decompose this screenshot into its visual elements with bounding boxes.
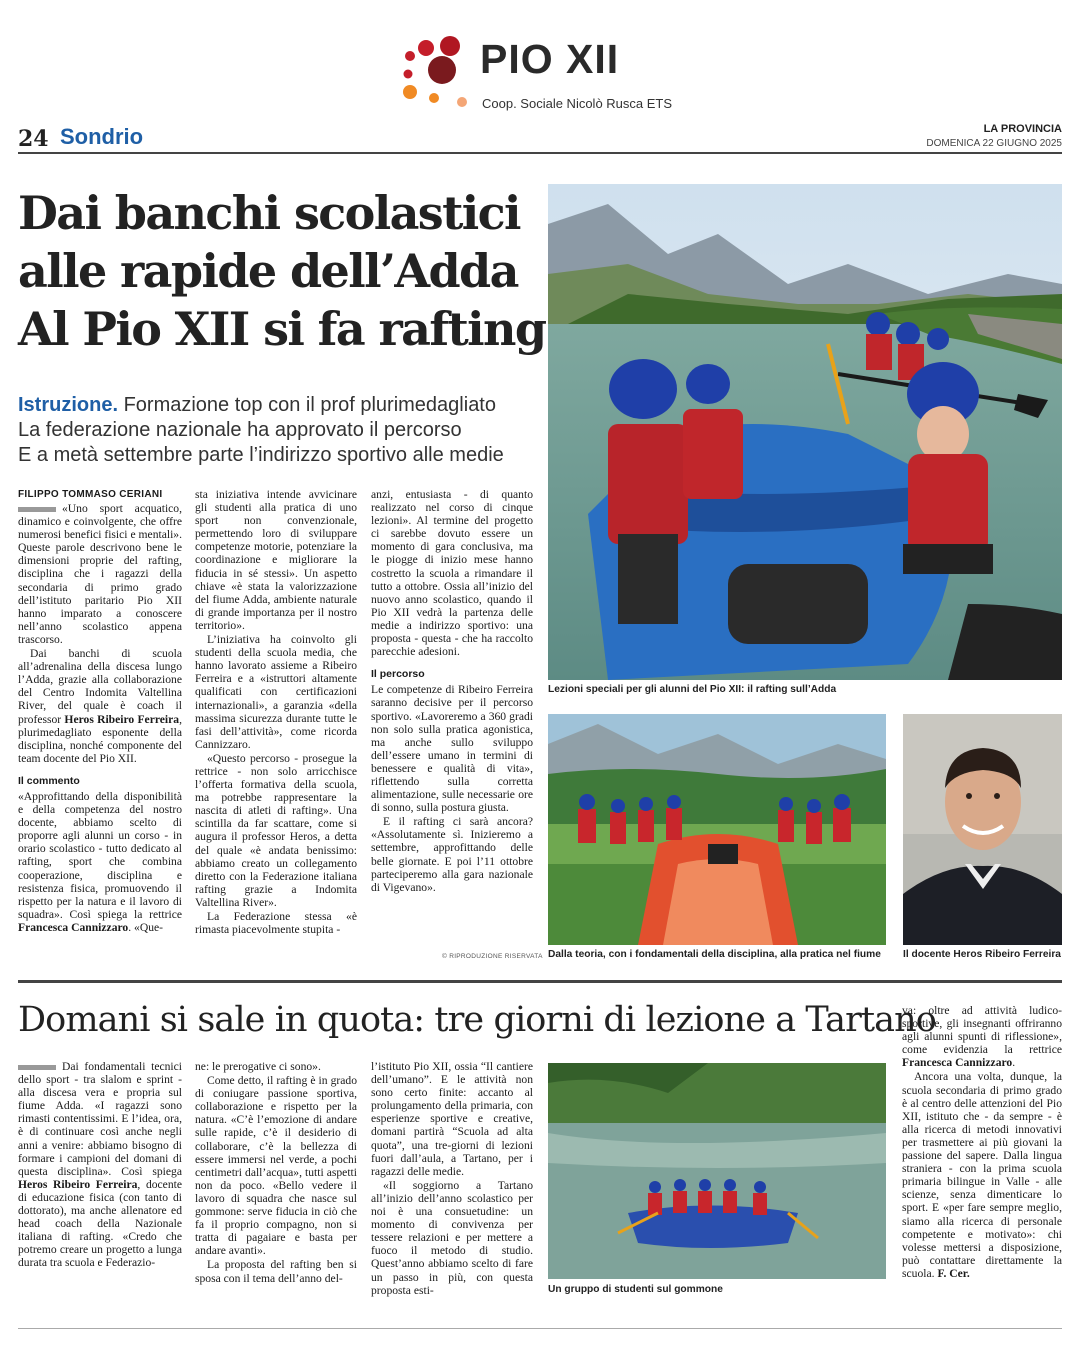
paragraph: «Approfittando della disponibilità e della competenza del nostro docente, abbiamo scelto di proporre agli alunni un corso - in orario scolastico - tutto dedicato al rafting, sport che combina cooperazione, disciplina e resistenza fisica, promuovendo il rispetto per la natura e il lavoro di squadra». Così spiega la rettrice [18,789,182,921]
paragraph: l’istituto Pio XII, ossia “Il cantiere dell’umano”. E le attività non sono certo finite: accanto al prolungamento della primaria, con esperienze sportive e creative, domani partirà “Scuola ad alta quota”, una tre-giorni di lezioni fuori dall’aula, a Tartano, per i ragazzi delle medie. [371,1060,533,1178]
paragraph: anzi, entusiasta - di quanto realizzato nel corso di cinque lezioni». Al termine del progetto ci sarebbe dovuto essere un momento di gara conclusiva, ma le piogge di inizio mese hanno costretto la scuola a rimandare il tutto a ottobre. Ossia all’inizio del nuovo anno scolastico, quando il Pio XII vedrà la partenza delle medie a indirizzo sportivo: una proposta - questa - che ha raccolto parecchie adesioni. [371,488,533,659]
main-photo-caption: Lezioni speciali per gli alunni del Pio XII: il rafting sull’Adda [548,684,837,695]
paragraph: Ancora una volta, dunque, la scuola secondaria di primo grado è al centro delle attenzioni del Pio XII, istituto che - da sempre - è alla ricerca di metodi innovativi per trasmettere ai più giovani la passione del sapere. Dalla lingua straniera - con la prima scuola primaria bilingue in Valle - alle scienze, senza dimenticare lo sport. E «per fare sempre meglio, siamo alla ricerca di personale competente e motivato»: chi volesse mettersi a disposizione, può contattare direttamente la scuola. [902,1070,1062,1280]
article2-column-2 [195,1060,357,1286]
headline-line: Dai banchi scolastici [18,186,520,240]
paragraph: Le competenze di Ribeiro Ferreira saranno decisive per il percorso sportivo. «Lavoreremo a 360 gradi non solo sulla pratica agonistica, ma anche sullo sviluppo dell’essere umano in termini di benessere e qualità di vita», riflettendo sulla corretta alimentazione, sulle necessarie ore di sonno, sulla postura giusta. [371,683,533,815]
brand-title: PIO XII [480,36,620,82]
article1-column-3 [371,488,533,895]
byline: FILIPPO TOMMASO CERIANI [18,489,163,500]
footer-rule [18,1328,1062,1329]
portrait-caption: Il docente Heros Ribeiro Ferreira [903,949,1061,960]
person-name: Heros Ribeiro Ferreira [64,712,180,726]
paragraph: , docente di educazione fisica (con tanto di dottorato), ma anche allenatore ed head coach della Nazionale italiana di rafting. «Credo che potremo creare un progetto a lunga durata tra scuola e Federazio- [18,1177,182,1270]
group-lesson-photo [548,714,886,945]
newspaper-name: LA PROVINCIA [983,123,1062,135]
issue-date: DOMENICA 22 GIUGNO 2025 [926,138,1062,149]
article2-column-4 [902,1004,1062,1281]
article2-photo-caption: Un gruppo di studenti sul gommone [548,1284,723,1295]
page-number: 24 [18,126,49,152]
article1-subheads [18,393,548,468]
pio-xii-logo-icon [398,36,470,110]
brand-subtitle: Coop. Sociale Nicolò Rusca ETS [482,96,673,111]
paragraph: «Il soggiorno a Tartano all’inizio dell’anno scolastico per noi è una consuetudine: un momento di convivenza per tessere relazioni e per mettere a fuoco il metodo di studio. Quest’anno abbiamo scelto di fare un passo in più, con questa proposta esti- [371,1178,533,1297]
person-name: Francesca Cannizzaro [18,920,129,934]
article1-headline [18,184,546,358]
main-rafting-photo [548,184,1062,680]
paragraph: La proposta del rafting ben si sposa con il tema dell’anno del- [195,1258,357,1285]
section-title: Sondrio [60,124,144,149]
subhead-line: E a metà settembre parte l’indirizzo sportivo alle medie [18,444,504,466]
kicker: Istruzione. [18,394,119,416]
article2-column-3 [371,1060,533,1298]
paragraph: , plurimedagliato esponente della disciplina, nonché componente del team docente del Pio XII. [18,712,183,765]
copyright-note: © RIPRODUZIONE RISERVATA [442,953,543,960]
group-photo-caption: Dalla teoria, con i fondamentali della disciplina, alla pratica nel fiume [548,949,881,960]
article2-headline: Domani si sale in quota: tre giorni di lezione a Tartano [18,1000,936,1040]
subhead-line: Formazione top con il prof plurimedagliato [123,394,496,416]
paragraph: Dai fondamentali tecnici dello sport - tra slalom e sprint - alla discesa vera e propria sul fiume Adda. «I ragazzi sono rimasti contentissimi. E l’idea, ora, è di continuare così anche negli anni a venire: abbiamo bisogno di formare i campioni del domani di questa disciplina». Così spiega [18,1060,182,1178]
paragraph: Come detto, il rafting è in grado di coniugare passione sportiva, collaborazione e rispetto per la natura. «C’è l’emozione di andare sulle rapide, c’è il desiderio di collaborare, c’è la bellezza di essere immersi nel verde, a pochi centimetri dall’acqua», tutti aspetti non da poco. «Bello vedere il lavoro di squadra che nasce sul gommone: serve fiducia in ciò che fa il proprio compagno, non si tratta di pagaiare e basta per andare avanti». [195,1074,357,1258]
paragraph: . [1012,1056,1016,1070]
author-signature: F. Cer. [937,1266,970,1280]
header-rule [18,152,1062,154]
paragraph: L’iniziativa ha coinvolto gli studenti della scuola media, che hanno lavorato assieme a Ribeiro Ferreira e a «istruttori altamente qualificati con certificazioni internazionali», a garanzia «della massima sicurezza durante tutte le fasi dell’attività», come ricorda Cannizzaro. [195,633,357,751]
subhead-line: La federazione nazionale ha approvato il percorso [18,419,462,441]
paragraph: Dai banchi di scuola all’adrenalina della discesa lungo l’Adda, grazie alla collaborazione del Centro Indomita Valtellina River, del quale è coach il professor [18,647,182,726]
person-name: Francesca Cannizzaro [902,1056,1013,1070]
lead-bar [18,507,56,512]
paragraph: E il rafting ci sarà ancora? «Assolutamente sì. Inizieremo a settembre, approfittando delle belle giornate. E poi l’11 ottobre parteciperemo alla gara nazionale di Vigevano». [371,815,533,894]
paragraph: sta iniziativa intende avvicinare gli studenti alla pratica di uno sport non convenzionale, permettendo loro di sviluppare competenze motorie, potenziare la coordinazione e migliorare la fiducia in sé stessi». Un aspetto chiave «è stata la valorizzazione del fiume Adda, ambiente naturale di grande importanza per il nostro territorio». [195,488,357,632]
teacher-portrait-photo [903,714,1062,945]
paragraph: «Uno sport acquatico, dinamico e coinvolgente, che offre numerosi benefici fisici e mentali». Queste parole descrivono bene le dimensioni proprie del rafting, disciplina che i ragazzi della secondaria di primo grado dell’istituto paritario Pio XII hanno imparato a conoscere nell’anno scolastico appena trascorso. [18,502,182,646]
lead-bar [18,1065,56,1070]
paragraph: va: oltre ad attività ludico-sportive, gli insegnanti offriranno agli alunni spunti di riflessione», come evidenzia la rettrice [902,1004,1062,1057]
paragraph: La Federazione stessa «è rimasta piacevolmente stupita - [195,910,357,937]
headline-line: Al Pio XII si fa rafting [18,302,546,356]
article1-column-2 [195,488,357,937]
paragraph: . «Que- [128,920,164,934]
article-separator [18,980,1062,983]
article1-column-1 [18,502,182,935]
paragraph: ne: le prerogative ci sono». [195,1060,321,1073]
column-subhead: Il percorso [371,668,425,681]
person-name: Heros Ribeiro Ferreira [18,1177,138,1191]
paragraph: «Questo percorso - prosegue la rettrice - non solo arricchisce l’offerta formativa della scuola, ma potrebbe rappresentare la nascita di atleti di rafting». Una scintilla da far scattare, come si augura il professor Heros, a detta del quale «è andata benissimo: abbiamo creato un collegamento diretto con la Federazione italiana rafting grazie a Indomita Valtellina River». [195,751,357,909]
article2-column-1 [18,1060,182,1271]
column-subhead: Il commento [18,774,80,787]
students-on-raft-photo [548,1063,886,1279]
headline-line: alle rapide dell’Adda [18,244,518,298]
